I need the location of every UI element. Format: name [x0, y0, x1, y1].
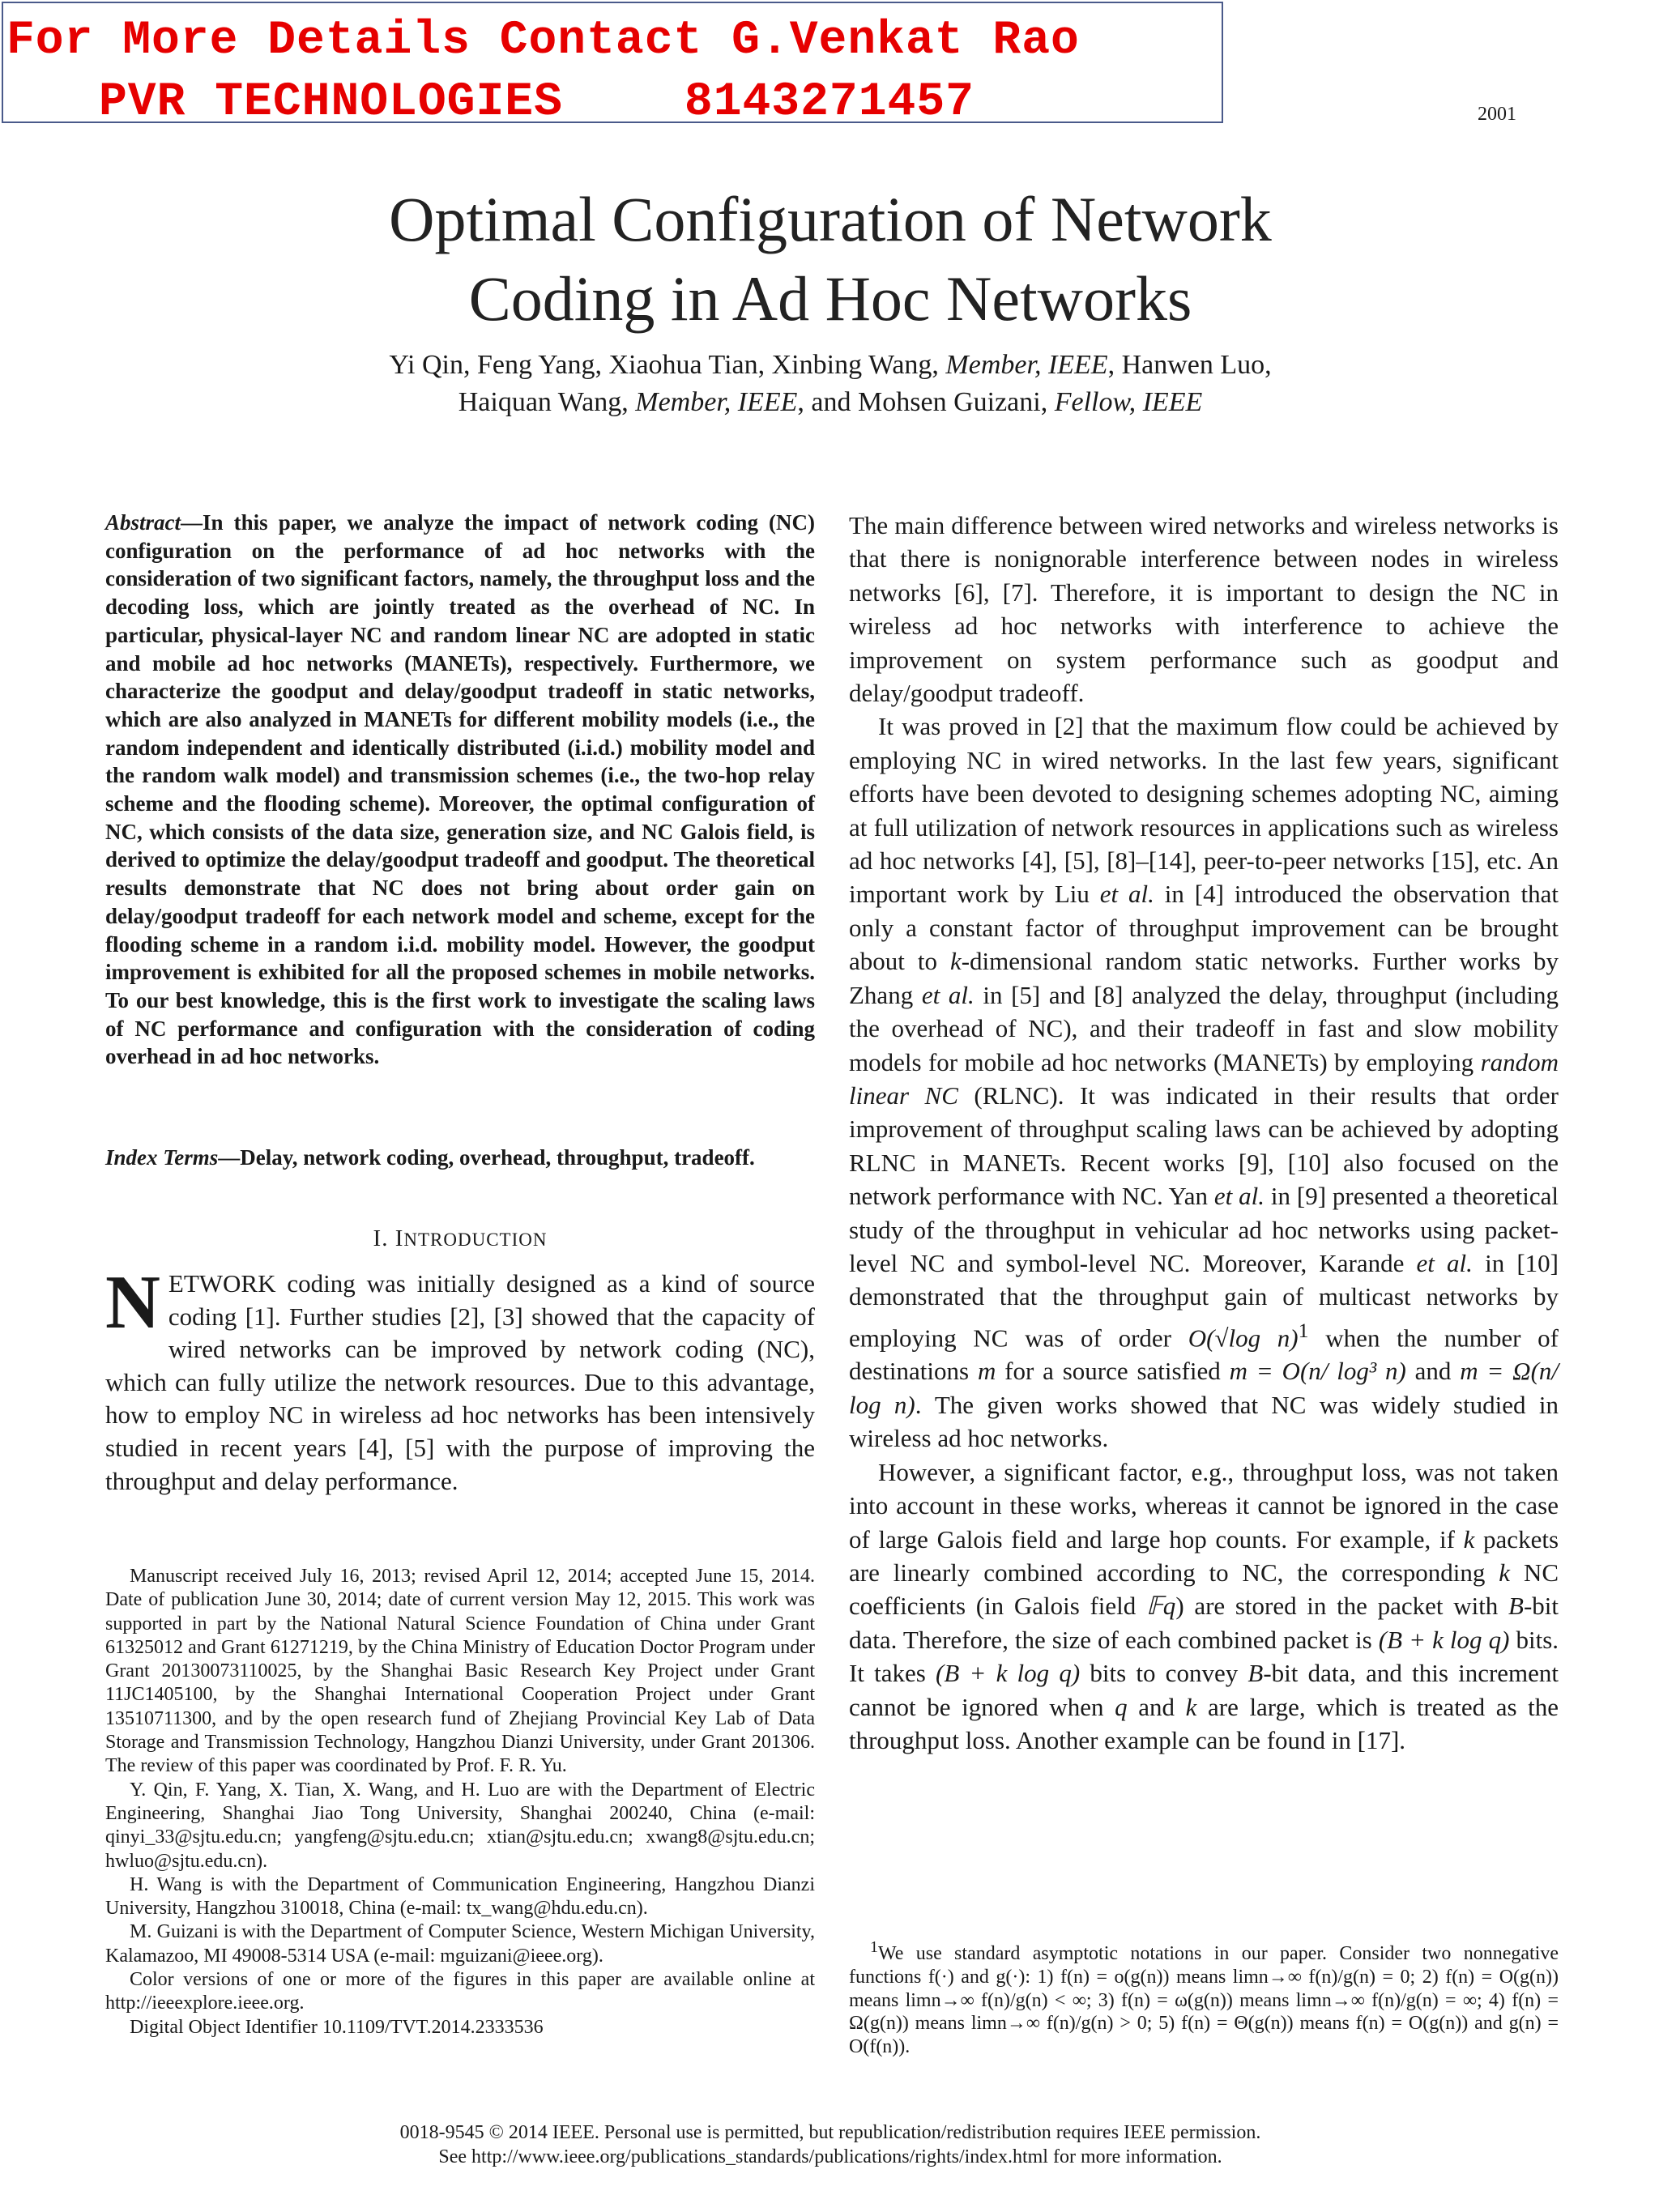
authors-names-1b: , Hanwen Luo,	[1107, 350, 1272, 380]
abstract-label: Abstract	[105, 510, 181, 535]
copyright-line-2: See http://www.ieee.org/publications_standards/publications/rights/index.html for more information.	[438, 2146, 1222, 2167]
right-column-body	[849, 509, 1559, 1757]
text-run: . The given works showed that NC was widely studied in wireless ad hoc networks.	[849, 1390, 1559, 1453]
text-run: NC coefficients (in Galois field	[849, 1558, 1559, 1621]
footnote-doi: Digital Object Identifier 10.1109/TVT.2014.2333536	[130, 2016, 544, 2038]
math-k: k	[1463, 1524, 1475, 1554]
drop-cap: N	[105, 1260, 160, 1345]
math-k: k	[1185, 1692, 1197, 1721]
index-terms	[105, 1144, 815, 1172]
etal: et al.	[921, 980, 975, 1009]
math-b: B	[1508, 1592, 1524, 1621]
banner-company: PVR TECHNOLOGIES	[99, 76, 563, 129]
math-cond1: m = O(n/ log³ n)	[1229, 1357, 1406, 1386]
text-run: when the number of destinations	[849, 1323, 1559, 1386]
math-b: B	[1247, 1659, 1264, 1688]
section-heading-introduction	[105, 1225, 815, 1252]
text-run: bits to convey	[1090, 1659, 1239, 1688]
text-run: (RLNC). It was indicated in their results that order improvement of throughput scaling laws can be achieved by adopting RLNC in MANETs. Recent works [9], [10] also focused on the network performance with NC. Yan	[849, 1080, 1559, 1211]
banner-contact-line: For More Details Contact G.Venkat Rao	[6, 15, 1080, 67]
math-k: k	[949, 947, 962, 976]
author-role: Member, IEEE	[945, 350, 1108, 380]
abstract-text: —In this paper, we analyze the impact of network coding (NC) configuration on the performance of ad hoc networks with the consideration of two significant factors, namely, the throughput loss and the decoding loss, which are jointly treated as the overhead of NC. In particular, physical-layer NC and random linear NC are adopted in static and mobile ad hoc networks (MANETs), respectively. Furthermore, we characterize the goodput and delay/goodput tradeoff in static networks, which are also analyzed in MANETs for different mobility models (i.e., the random independent and identically distributed (i.i.d.) mobility model and the random walk model) and transmission schemes (i.e., the two-hop relay scheme and the flooding scheme). Moreover, the optimal configuration of NC, which consists of the data size, generation size, and NC Galois field, is derived to optimize the delay/goodput tradeoff and goodput. The theoretical results demonstrate that NC does not bring about order gain on delay/goodput tradeoff for each network model and scheme, except for the flooding scheme in a random i.i.d. mobility model. However, the goodput improvement is exhibited for all the proposed schemes in mobile networks. To our best knowledge, this is the first work to investigate the scaling laws of NC performance and configuration with the consideration of coding overhead in ad hoc networks.	[105, 510, 815, 1069]
footnote-asymptotic	[849, 1936, 1559, 2059]
math-bk: (B + k log q)	[936, 1659, 1081, 1688]
math-order: O(√log n)	[1188, 1323, 1299, 1353]
authors-names-1: Yi Qin, Feng Yang, Xiaohua Tian, Xinbing Wang,	[389, 350, 939, 380]
rlnc-term: random linear NC	[849, 1047, 1559, 1110]
footnote-affiliation-hdu: H. Wang is with the Department of Communication Engineering, Hangzhou Dianzi University, Hangzhou 310018, China (e-mail: tx_wang@hdu.edu.cn).	[105, 1873, 815, 1920]
abstract	[105, 509, 815, 1071]
contact-banner	[2, 2, 1223, 129]
paper-title	[162, 180, 1499, 339]
author-list	[162, 347, 1499, 421]
text-run: -dimensional random static networks. Further works by Zhang	[849, 947, 1559, 1009]
footnote-color-versions: Color versions of one or more of the figures in this paper are available online at http://ieeexplore.ieee.org.	[105, 1969, 815, 2014]
math-cond2: m = Ω(n/ log n)	[849, 1357, 1559, 1419]
section-title-rest: NTRODUCTION	[403, 1230, 548, 1250]
text-run: bits. It takes	[849, 1625, 1559, 1688]
text-run: in [9] presented a theoretical study of the throughput in vehicular ad hoc networks using packet-level NC and symbol-level NC. Moreover, Karande	[849, 1182, 1559, 1277]
footnotes-left	[105, 1565, 815, 2039]
footnote-affiliation-sjtu: Y. Qin, F. Yang, X. Tian, X. Wang, and H. Luo are with the Department of Electric Engineering, Shanghai Jiao Tong University, Shanghai 200240, China (e-mail: qinyi_33@sjtu.edu.cn; yangfeng@sjtu.edu.cn; xtian@sjtu.edu.cn; xwang8@sjtu.edu.cn; hwluo@sjtu.edu.cn).	[105, 1779, 815, 1872]
text-run: packets are linearly combined according to NC, the corresponding	[849, 1524, 1559, 1587]
etal: et al.	[1416, 1248, 1473, 1277]
section-numeral: I. I	[373, 1225, 404, 1251]
author-role: Fellow, IEEE	[1054, 387, 1203, 417]
authors-names-2: Haiquan Wang,	[458, 387, 629, 417]
body-paragraph-2	[849, 710, 1559, 1455]
intro-paragraph	[105, 1260, 815, 1498]
text-run: in [10] demonstrated that the throughput gain of multicast networks by employing NC was of order	[849, 1248, 1559, 1353]
body-paragraph-1: The main difference between wired networks and wireless networks is that there is nonignorable interference between nodes in wireless networks [6], [7]. Therefore, it is important to design the NC in wireless ad hoc networks with interference to achieve the improvement on system performance such as goodput and delay/goodput tradeoff.	[849, 511, 1559, 708]
text-run: -bit data. Therefore, the size of each combined packet is	[849, 1592, 1559, 1654]
math-bk: (B + k log q)	[1378, 1625, 1510, 1654]
text-run: in [4] introduced the observation that only a constant factor of throughput improvement can be brought about to	[849, 880, 1559, 976]
body-paragraph-3	[849, 1455, 1559, 1758]
banner-company-line	[99, 76, 975, 129]
etal: et al.	[1213, 1182, 1265, 1211]
text-run: and	[1138, 1692, 1175, 1721]
authors-names-2b: , and Mohsen Guizani,	[797, 387, 1048, 417]
banner-phone: 8143271457	[684, 76, 975, 129]
footnote-mark: 1	[870, 1938, 878, 1956]
page-number: 2001	[1478, 104, 1516, 125]
math-k: k	[1499, 1558, 1511, 1587]
math-m: m	[977, 1357, 996, 1386]
author-role: Member, IEEE	[635, 387, 798, 417]
text-run: However, a significant factor, e.g., throughput loss, was not taken into account in these works, whereas it cannot be ignored in the case of large Galois field and large hop counts. For example, if	[849, 1457, 1559, 1554]
copyright-line-1: 0018-9545 © 2014 IEEE. Personal use is permitted, but republication/redistribution requires IEEE permission.	[399, 2122, 1261, 2143]
title-line-2: Coding in Ad Hoc Networks	[468, 263, 1192, 334]
index-terms-label: Index Terms	[105, 1145, 219, 1170]
text-run: It was proved in [2] that the maximum flow could be achieved by employing NC in wired networks. In the last few years, significant efforts have been devoted to designing schemes adopting NC, aiming at full utilization of network resources in applications such as wireless ad hoc networks [4], [5], [8]–[14], peer-to-peer networks [15], etc. An important work by Liu	[849, 712, 1559, 909]
text-run: are large, which is treated as the throughput loss. Another example can be found in [17].	[849, 1692, 1559, 1754]
text-run: -bit data, and this increment cannot be ignored when	[849, 1659, 1559, 1721]
footnote-mark: 1	[1298, 1318, 1309, 1342]
etal: et al.	[1099, 880, 1154, 909]
title-line-1: Optimal Configuration of Network	[389, 184, 1272, 254]
footnote-manuscript: Manuscript received July 16, 2013; revised April 12, 2014; accepted June 15, 2014. Date of publication June 30, 2014; date of current version May 12, 2015. This work was supported in part by the National Natural Science Foundation of China under Grant 61325012 and Grant 61271219, by the China Ministry of Education Doctor Program under Grant 20130073110025, by the Shanghai Basic Research Key Project under Grant 11JC1405100, by the Shanghai International Cooperation Project under Grant 13510711300, and by the open research fund of Zhejiang Provincial Key Lab of Data Storage and Transmission Technology, Hangzhou Dianzi University, under Grant 201306. The review of this paper was coordinated by Prof. F. R. Yu.	[105, 1566, 815, 1777]
text-run: and	[1414, 1357, 1452, 1386]
footnote-text: We use standard asymptotic notations in our paper. Consider two nonnegative functions f(·) and g(·): 1) f(n) = o(g(n)) means limn→∞ f(n)/g(n) = 0; 2) f(n) = O(g(n)) means limn→∞ f(n)/g(n) < ∞; 3) f(n) = ω(g(n)) means limn→∞ f(n)/g(n) = ∞; 4) f(n) = Ω(g(n)) means limn→∞ f(n)/g(n) > 0; 5) f(n) = Θ(g(n)) means f(n) = O(g(n)) and g(n) = O(f(n)).	[849, 1943, 1559, 2058]
math-fq: 𝔽q	[1145, 1592, 1176, 1621]
authors-line-1	[162, 347, 1499, 384]
text-run: ) are stored in the packet with	[1175, 1592, 1499, 1621]
index-terms-text: —Delay, network coding, overhead, throughput, tradeoff.	[218, 1145, 755, 1170]
text-run: for a source satisfied	[1004, 1357, 1221, 1386]
math-q: q	[1115, 1692, 1128, 1721]
footnote-affiliation-wmu: M. Guizani is with the Department of Computer Science, Western Michigan University, Kalamazoo, MI 49008-5314 USA (e-mail: mguizani@ieee.org).	[105, 1921, 815, 1967]
authors-line-2	[162, 384, 1499, 421]
intro-text: ETWORK coding was initially designed as a kind of source coding [1]. Further studies [2], [3] showed that the capacity of wired networks can be improved by network coding (NC), which can fully utilize the network resources. Due to this advantage, how to employ NC in wireless ad hoc networks has been intensively studied in recent years [4], [5] with the purpose of improving the throughput and delay performance.	[105, 1269, 815, 1495]
text-run: in [5] and [8] analyzed the delay, throughput (including the overhead of NC), and their tradeoff in fast and slow mobility models for mobile ad hoc networks (MANETs) by employing	[849, 980, 1559, 1076]
copyright-notice	[162, 2120, 1499, 2169]
